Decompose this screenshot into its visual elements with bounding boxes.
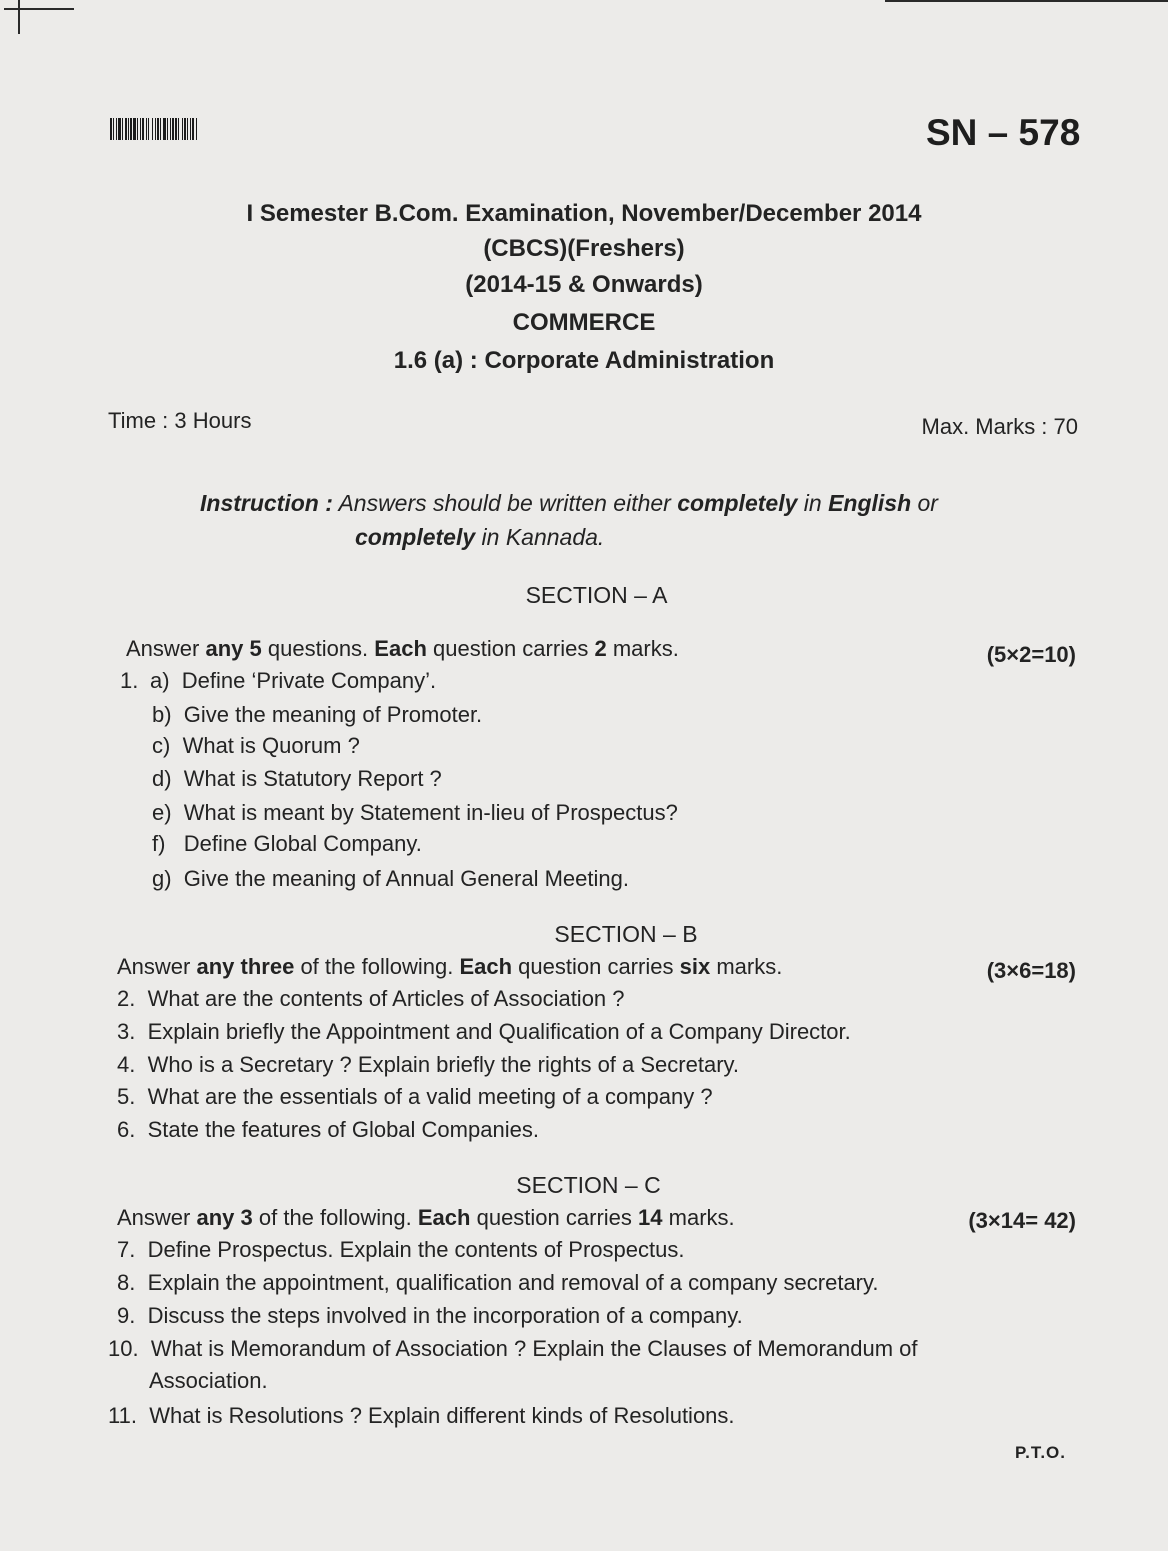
scan-corner-mark-h (4, 8, 74, 10)
exam-title: I Semester B.Com. Examination, November/December 2014 (246, 200, 922, 227)
list-item: 9. Discuss the steps involved in the incorporation of a company. (117, 1303, 743, 1328)
list-item: 7. Define Prospectus. Explain the contents of Prospectus. (117, 1237, 685, 1262)
list-item: a) Define ‘Private Company’. (150, 668, 437, 693)
list-item: 8. Explain the appointment, qualification and removal of a company secretary. (117, 1270, 879, 1295)
list-item: 4. Who is a Secretary ? Explain briefly the rights of a Secretary. (117, 1052, 739, 1077)
section-c-instruction: Answer any 3 of the following. Each question carries 14 marks. (117, 1205, 735, 1230)
exam-scheme: (CBCS)(Freshers) (483, 235, 685, 262)
paper-code: SN – 578 (926, 112, 1081, 153)
barcode-stripe (197, 118, 198, 140)
list-item: d) What is Statutory Report ? (152, 766, 442, 791)
section-a-title: SECTION – A (525, 582, 668, 608)
scan-edge-line (885, 0, 1168, 2)
list-item: 5. What are the essentials of a valid meeting of a company ? (117, 1084, 713, 1109)
max-marks: Max. Marks : 70 (921, 414, 1078, 439)
list-item: f) Define Global Company. (152, 831, 422, 856)
section-b-marks: (3×6=18) (986, 958, 1076, 983)
barcode (110, 118, 270, 140)
instruction-line-2: completely in Kannada. (355, 524, 605, 550)
instruction-line-1: Instruction : Answers should be written either completely in English or (200, 490, 938, 516)
list-item: g) Give the meaning of Annual General Meeting. (152, 866, 629, 891)
list-item: 6. State the features of Global Companies. (117, 1117, 539, 1142)
list-item: 2. What are the contents of Articles of Association ? (117, 986, 625, 1011)
list-item: c) What is Quorum ? (152, 733, 360, 758)
list-item: e) What is meant by Statement in-lieu of Prospectus? (152, 800, 678, 825)
section-b-title: SECTION – B (554, 921, 698, 947)
paper-title: 1.6 (a) : Corporate Administration (393, 347, 775, 374)
section-a-instruction: Answer any 5 questions. Each question carries 2 marks. (126, 636, 679, 661)
section-b-instruction: Answer any three of the following. Each question carries six marks. (117, 954, 783, 979)
scan-corner-mark (18, 0, 20, 34)
list-item-continuation: Association. (149, 1368, 268, 1393)
page-turn-note: P.T.O. (1014, 1443, 1066, 1462)
exam-duration: Time : 3 Hours (108, 408, 252, 433)
instruction-label: Instruction : (200, 490, 333, 516)
subject-name: COMMERCE (512, 309, 656, 336)
section-c-marks: (3×14= 42) (968, 1208, 1076, 1233)
list-item: 10. What is Memorandum of Association ? Explain the Clauses of Memorandum of (108, 1336, 918, 1361)
list-item: b) Give the meaning of Promoter. (152, 702, 483, 727)
exam-years: (2014-15 & Onwards) (465, 271, 703, 298)
list-item: 11. What is Resolutions ? Explain different kinds of Resolutions. (108, 1403, 735, 1428)
section-c-title: SECTION – C (516, 1172, 661, 1198)
section-a-marks: (5×2=10) (986, 642, 1076, 667)
question-number-1: 1. (120, 668, 139, 693)
list-item: 3. Explain briefly the Appointment and Qualification of a Company Director. (117, 1019, 851, 1044)
